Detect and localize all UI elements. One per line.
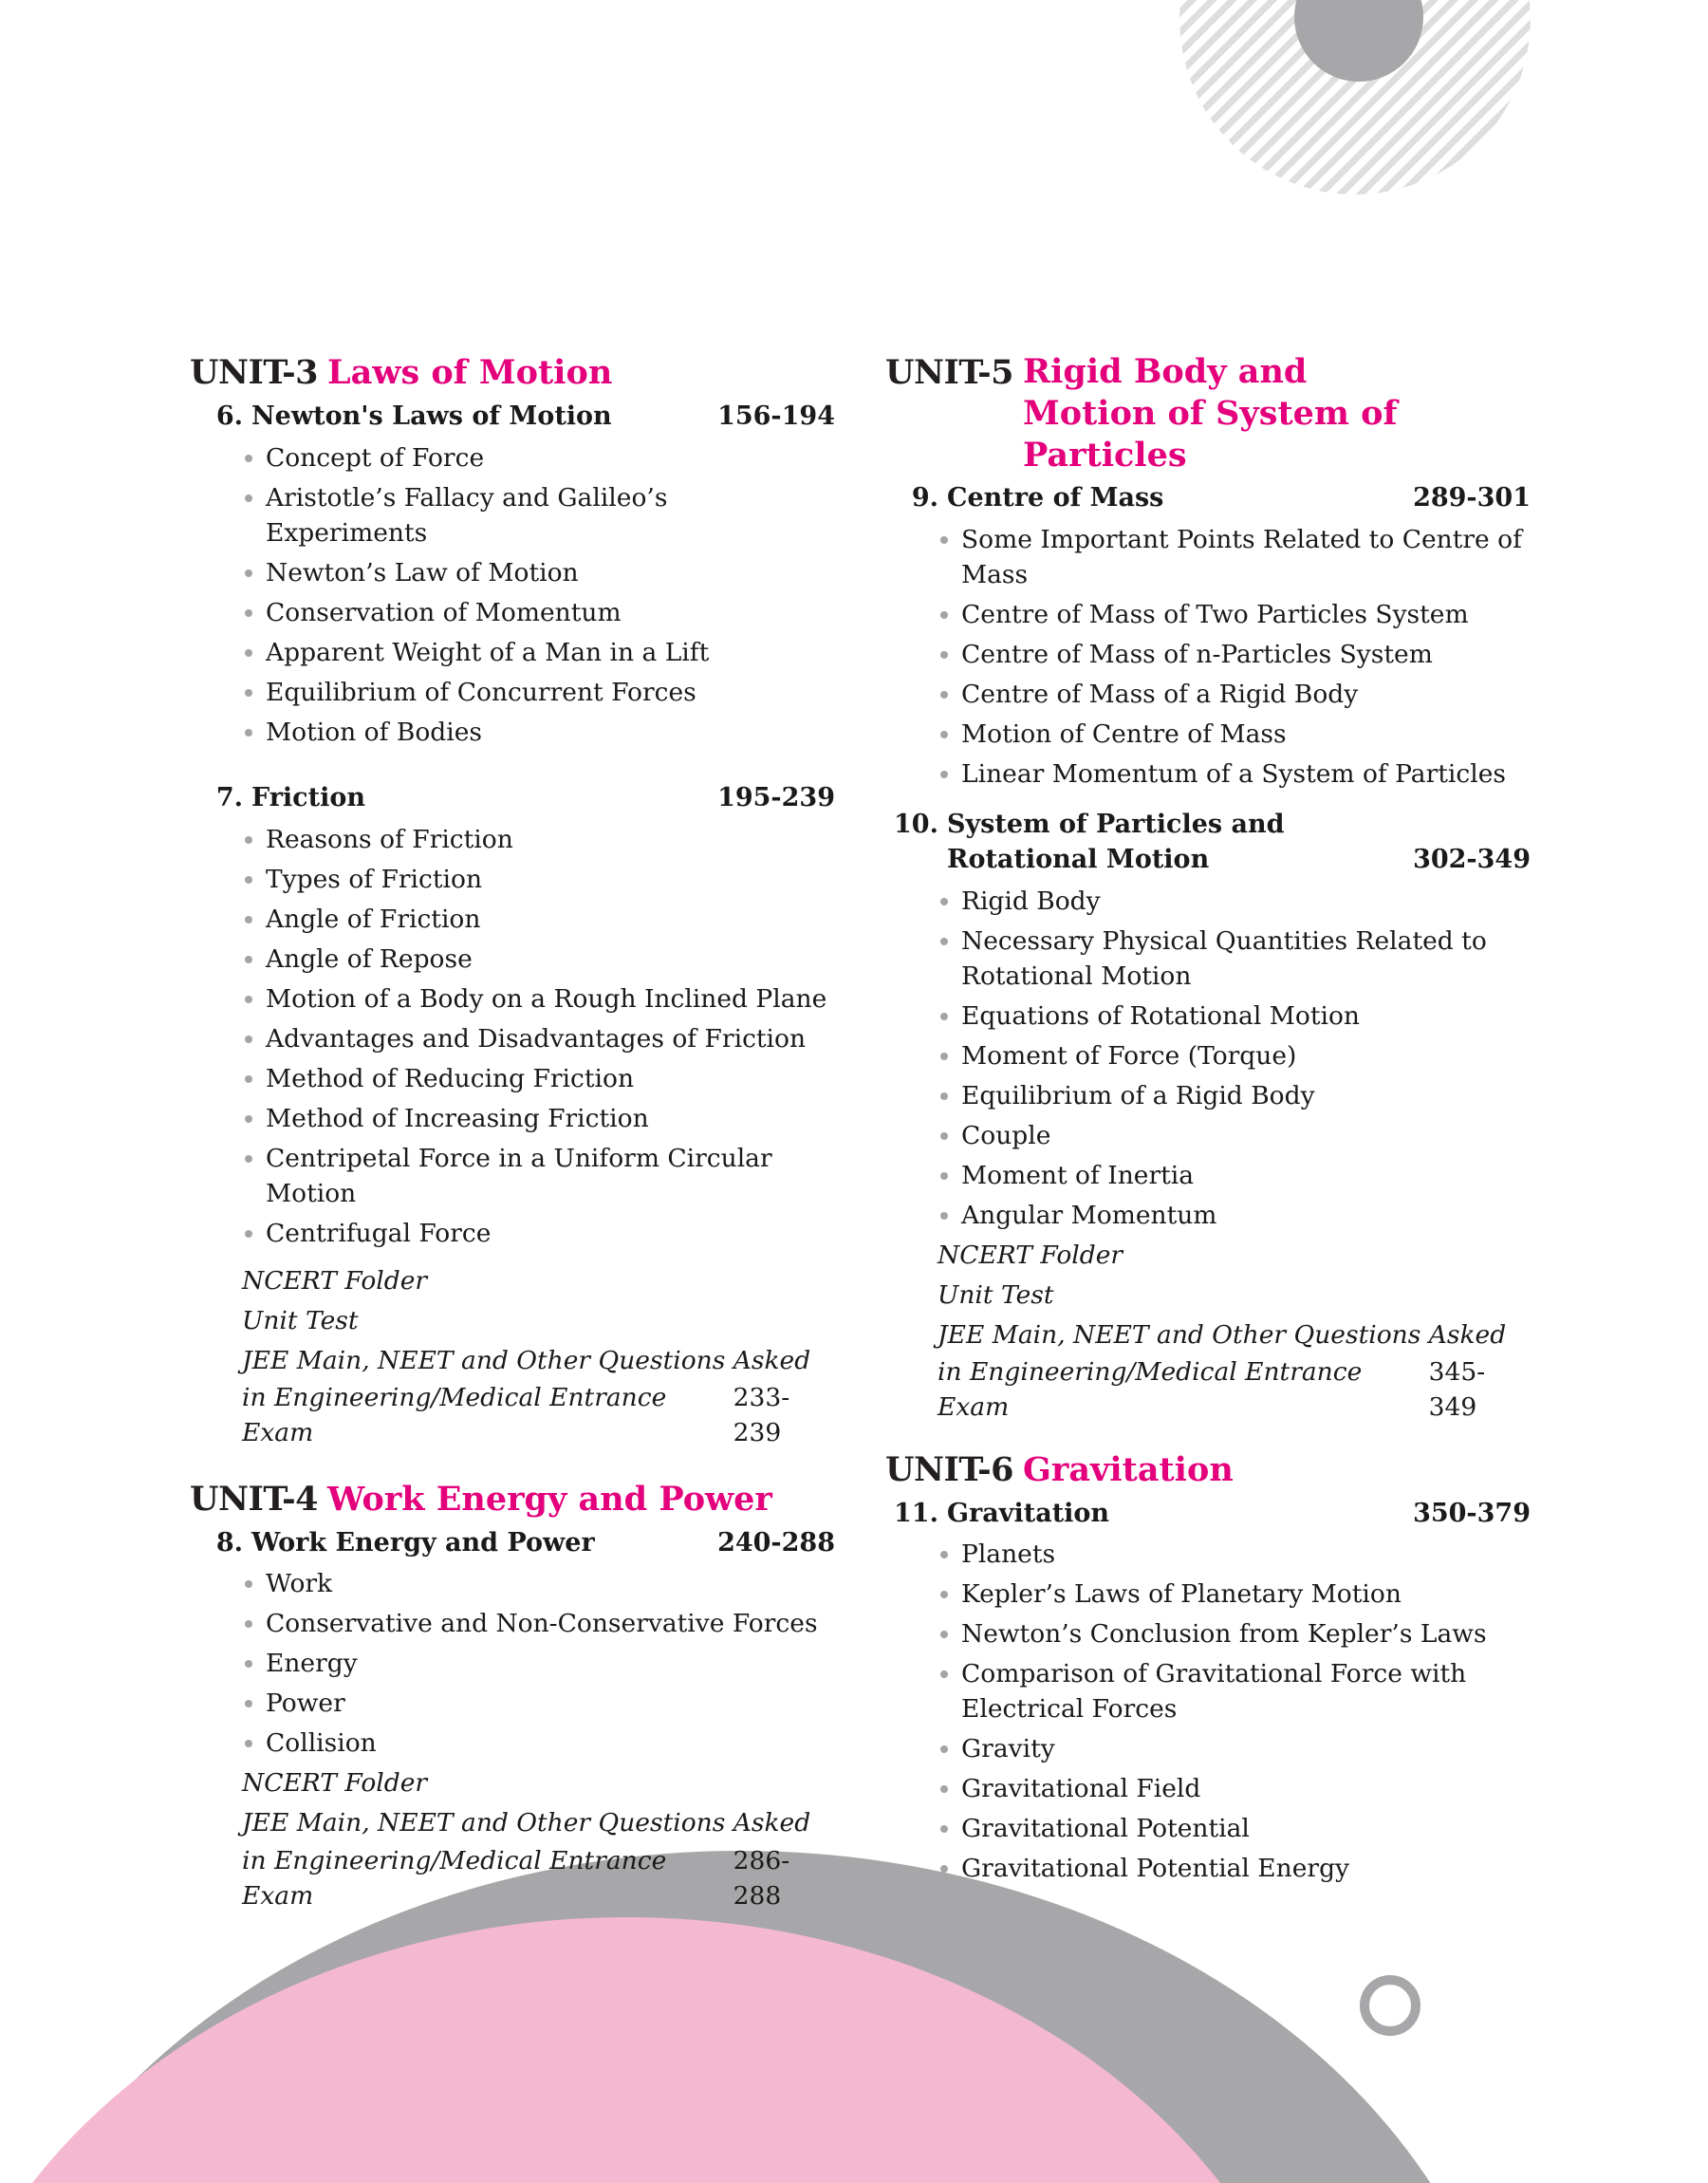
topic-text: Couple	[961, 1120, 1051, 1150]
bullet-icon	[245, 1700, 252, 1707]
bullet-icon	[940, 1092, 948, 1100]
topic-text: Concept of Force	[266, 442, 485, 473]
bullet-icon	[940, 1013, 948, 1020]
jee-questions-line2	[938, 1354, 1531, 1427]
bullet-icon	[940, 1785, 948, 1793]
topic-item	[266, 712, 835, 752]
unit-6-heading	[885, 1448, 1531, 1492]
topic-item	[961, 1849, 1531, 1889]
topic-text: Equilibrium of Concurrent Forces	[266, 677, 696, 707]
chapter-number: 10.	[894, 810, 938, 839]
topic-item	[266, 819, 835, 859]
bullet-icon	[245, 996, 252, 1003]
topic-item	[961, 1809, 1531, 1849]
unit-label: UNIT-6	[885, 1449, 1014, 1489]
bullet-icon	[245, 916, 252, 924]
bullet-icon	[245, 689, 252, 697]
topic-text: Motion of Bodies	[266, 717, 482, 747]
jee-questions-pages: 286-288	[733, 1845, 790, 1911]
bullet-icon	[940, 731, 948, 738]
topic-item	[961, 674, 1531, 714]
topic-text: Centrifugal Force	[266, 1218, 492, 1248]
bullet-icon	[940, 1132, 948, 1140]
topic-item	[961, 1075, 1531, 1115]
ring-decoration	[1365, 1980, 1416, 2031]
bullet-icon	[245, 1230, 252, 1238]
bullet-icon	[245, 836, 252, 844]
bullet-icon	[245, 1155, 252, 1163]
topic-text: Apparent Weight of a Man in a Lift	[266, 637, 710, 667]
topic-item	[961, 1036, 1531, 1075]
topic-text: Aristotle’s Fallacy and Galileo’s Experiments	[266, 482, 668, 548]
bullet-icon	[940, 1172, 948, 1180]
chapter-title-line1: System of Particles and	[947, 810, 1285, 839]
topic-text: Newton’s Law of Motion	[266, 557, 579, 588]
bullet-icon	[940, 898, 948, 905]
chapter-pages: 350-379	[1413, 1498, 1531, 1528]
topic-item	[266, 1604, 835, 1644]
bullet-icon	[245, 1115, 252, 1123]
topic-text: Method of Increasing Friction	[266, 1103, 649, 1133]
jee-questions-pages: 345-349	[1428, 1357, 1486, 1422]
topic-item	[961, 1535, 1531, 1575]
jee-questions-line1: JEE Main, NEET and Other Questions Asked	[242, 1808, 811, 1838]
chapter-heading	[190, 780, 835, 815]
topic-text: Gravitational Potential Energy	[961, 1854, 1350, 1883]
topic-text: Rigid Body	[961, 886, 1101, 916]
topic-text: Reasons of Friction	[266, 824, 513, 854]
topic-text: Gravity	[961, 1734, 1055, 1763]
bullet-icon	[245, 609, 252, 617]
topic-item	[266, 1018, 835, 1058]
chapter-6	[190, 399, 835, 752]
topic-item	[266, 1644, 835, 1684]
unit-title: Laws of Motion	[327, 353, 613, 392]
topic-text: Linear Momentum of a System of Particles	[961, 758, 1506, 789]
topic-text: Some Important Points Related to Centre of Mass	[961, 524, 1522, 589]
bullet-icon	[940, 1551, 948, 1558]
bullet-icon	[940, 1053, 948, 1060]
chapter-number: 6.	[215, 401, 243, 431]
chapter-heading	[190, 399, 835, 434]
jee-questions-line2	[242, 1843, 835, 1916]
topic-text: Power	[266, 1689, 345, 1718]
topic-item	[961, 1155, 1531, 1195]
chapter-title-line2: Rotational Motion	[947, 845, 1210, 874]
topic-item	[961, 1729, 1531, 1769]
topic-text: Equilibrium of a Rigid Body	[961, 1080, 1315, 1110]
chapter-pages: 156-194	[717, 401, 835, 431]
chapter-8	[190, 1525, 835, 1916]
bullet-icon	[940, 1825, 948, 1833]
bullet-icon	[245, 1660, 252, 1668]
topic-item	[266, 979, 835, 1018]
unit-test: Unit Test	[938, 1279, 1054, 1310]
ncert-folder: NCERT Folder	[938, 1240, 1123, 1270]
topic-text: Angular Momentum	[961, 1200, 1217, 1230]
topic-text: Moment of Inertia	[961, 1160, 1195, 1190]
bullet-icon	[245, 876, 252, 884]
jee-questions-text: in Engineering/Medical Entrance Exam	[242, 1383, 667, 1447]
jee-questions-line1: JEE Main, NEET and Other Questions Asked	[938, 1319, 1507, 1350]
left-column	[190, 351, 835, 1915]
chapter-title: Work Energy and Power	[251, 1527, 595, 1558]
bullet-icon	[940, 1745, 948, 1753]
topic-text: Centripetal Force in a Uniform Circular Motion	[266, 1143, 772, 1208]
chapter-pages: 240-288	[717, 1527, 835, 1558]
topic-item	[961, 714, 1531, 754]
bullet-icon	[245, 1036, 252, 1043]
jee-questions-pages: 233-239	[733, 1383, 790, 1447]
topic-item	[266, 1213, 835, 1253]
topic-item	[266, 438, 835, 477]
topic-text: Types of Friction	[266, 864, 483, 894]
chapter-pages: 195-239	[717, 783, 835, 812]
unit-label: UNIT-3	[190, 353, 319, 392]
bullet-icon	[940, 938, 948, 945]
unit-3-heading	[190, 351, 835, 395]
topic-item	[961, 1769, 1531, 1809]
bullet-icon	[245, 1740, 252, 1747]
chapter-extras	[190, 1763, 835, 1916]
topic-item	[266, 1098, 835, 1138]
topic-item	[266, 939, 835, 979]
topic-text: Conservation of Momentum	[266, 597, 622, 627]
chapter-11	[885, 1496, 1531, 1889]
unit-label: UNIT-5	[885, 353, 1014, 392]
topic-list	[190, 438, 835, 752]
topic-text: Advantages and Disadvantages of Friction	[266, 1023, 807, 1054]
chapter-title: Centre of Mass	[947, 483, 1164, 513]
jee-questions-line1: JEE Main, NEET and Other Questions Asked	[242, 1345, 811, 1375]
topic-text: Planets	[961, 1539, 1056, 1569]
chapter-number: 9.	[911, 483, 938, 513]
chapter-heading	[885, 1496, 1531, 1531]
chapter-number: 11.	[894, 1498, 938, 1528]
topic-item	[961, 754, 1531, 793]
topic-item	[961, 1195, 1531, 1235]
topic-item	[266, 1724, 835, 1763]
bullet-icon	[245, 956, 252, 963]
topic-item	[961, 1575, 1531, 1614]
unit-title: Work Energy and Power	[327, 1479, 772, 1519]
topic-text: Kepler’s Laws of Planetary Motion	[961, 1579, 1402, 1609]
topic-text: Angle of Repose	[266, 943, 473, 974]
topic-item	[266, 1564, 835, 1604]
topic-text: Collision	[266, 1728, 377, 1758]
topic-item	[266, 592, 835, 632]
chapter-heading	[190, 1525, 835, 1560]
unit-5-heading	[885, 351, 1531, 476]
jee-questions-text: in Engineering/Medical Entrance Exam	[938, 1357, 1363, 1422]
topic-text: Moment of Force (Torque)	[961, 1040, 1297, 1071]
topic-list	[885, 881, 1531, 1235]
topic-item	[266, 1058, 835, 1098]
topic-item	[961, 921, 1531, 996]
topic-text: Newton’s Conclusion from Kepler’s Laws	[961, 1619, 1487, 1649]
bullet-icon	[940, 691, 948, 699]
bullet-icon	[245, 729, 252, 737]
bullet-icon	[245, 649, 252, 657]
topic-item	[961, 634, 1531, 674]
bullet-icon	[940, 771, 948, 778]
unit-title: Gravitation	[1023, 1449, 1234, 1489]
topic-item	[961, 1115, 1531, 1155]
topic-text: Angle of Friction	[266, 904, 481, 934]
unit-4-heading	[190, 1478, 835, 1521]
topic-item	[961, 519, 1531, 594]
topic-text: Centre of Mass of Two Particles System	[961, 599, 1469, 629]
topic-text: Centre of Mass of a Rigid Body	[961, 679, 1359, 709]
unit-test: Unit Test	[242, 1305, 359, 1335]
bullet-icon	[940, 611, 948, 619]
bullet-icon	[245, 1580, 252, 1588]
bullet-icon	[940, 1865, 948, 1873]
bullet-icon	[940, 1631, 948, 1638]
topic-item	[961, 594, 1531, 634]
ncert-folder: NCERT Folder	[242, 1265, 428, 1296]
topic-item	[961, 1654, 1531, 1729]
unit-label: UNIT-4	[190, 1479, 319, 1519]
chapter-title: Friction	[251, 783, 365, 812]
topic-item	[266, 672, 835, 712]
topic-text: Motion of a Body on a Rough Inclined Plane	[266, 983, 827, 1014]
bullet-icon	[940, 651, 948, 659]
chapter-heading	[885, 480, 1531, 515]
ncert-folder: NCERT Folder	[242, 1768, 428, 1798]
bullet-icon	[940, 1591, 948, 1598]
bullet-icon	[245, 569, 252, 577]
topic-text: Method of Reducing Friction	[266, 1063, 635, 1093]
topic-item	[266, 859, 835, 899]
topic-text: Motion of Centre of Mass	[961, 718, 1287, 749]
topic-list	[190, 1564, 835, 1763]
bullet-icon	[940, 536, 948, 544]
chapter-10	[885, 807, 1531, 1427]
chapter-title: Gravitation	[947, 1498, 1110, 1528]
topic-item	[266, 899, 835, 939]
topic-text: Energy	[266, 1649, 358, 1678]
topic-text: Gravitational Potential	[961, 1814, 1250, 1843]
topic-item	[961, 1614, 1531, 1654]
chapter-number: 8.	[215, 1527, 243, 1558]
topic-item	[961, 996, 1531, 1036]
bullet-icon	[940, 1670, 948, 1678]
topic-list	[885, 519, 1531, 793]
chapter-pages: 289-301	[1413, 483, 1531, 513]
unit-title: Rigid Body and Motion of System of Particles	[1023, 352, 1398, 475]
topic-list	[885, 1535, 1531, 1889]
bullet-icon	[940, 1212, 948, 1220]
right-column	[885, 351, 1531, 1889]
topic-text: Gravitational Field	[961, 1774, 1201, 1803]
topic-text: Conservative and Non-Conservative Forces	[266, 1609, 818, 1638]
chapter-number: 7.	[215, 783, 243, 812]
jee-questions-line2	[242, 1380, 835, 1453]
topic-item	[266, 477, 835, 552]
topic-text: Necessary Physical Quantities Related to Rotational Motion	[961, 925, 1487, 991]
topic-item	[266, 552, 835, 592]
chapter-extras	[190, 1260, 835, 1453]
topic-item	[266, 1138, 835, 1213]
topic-text: Comparison of Gravitational Force with Electrical Forces	[961, 1659, 1467, 1724]
topic-list	[190, 819, 835, 1253]
topic-item	[961, 881, 1531, 921]
bullet-icon	[245, 1620, 252, 1628]
jee-questions-text: in Engineering/Medical Entrance Exam	[242, 1845, 667, 1911]
bullet-icon	[245, 1075, 252, 1083]
chapter-9	[885, 480, 1531, 793]
chapter-extras	[885, 1235, 1531, 1427]
bullet-icon	[245, 494, 252, 502]
topic-text: Equations of Rotational Motion	[961, 1000, 1360, 1031]
chapter-pages: 302-349	[1413, 845, 1531, 874]
chapter-heading	[885, 807, 1531, 877]
topic-text: Work	[266, 1569, 333, 1598]
chapter-7	[190, 780, 835, 1453]
topic-text: Centre of Mass of n-Particles System	[961, 639, 1433, 669]
topic-item	[266, 1684, 835, 1724]
topic-item	[266, 632, 835, 672]
bullet-icon	[245, 455, 252, 462]
chapter-title: Newton's Laws of Motion	[251, 401, 612, 431]
